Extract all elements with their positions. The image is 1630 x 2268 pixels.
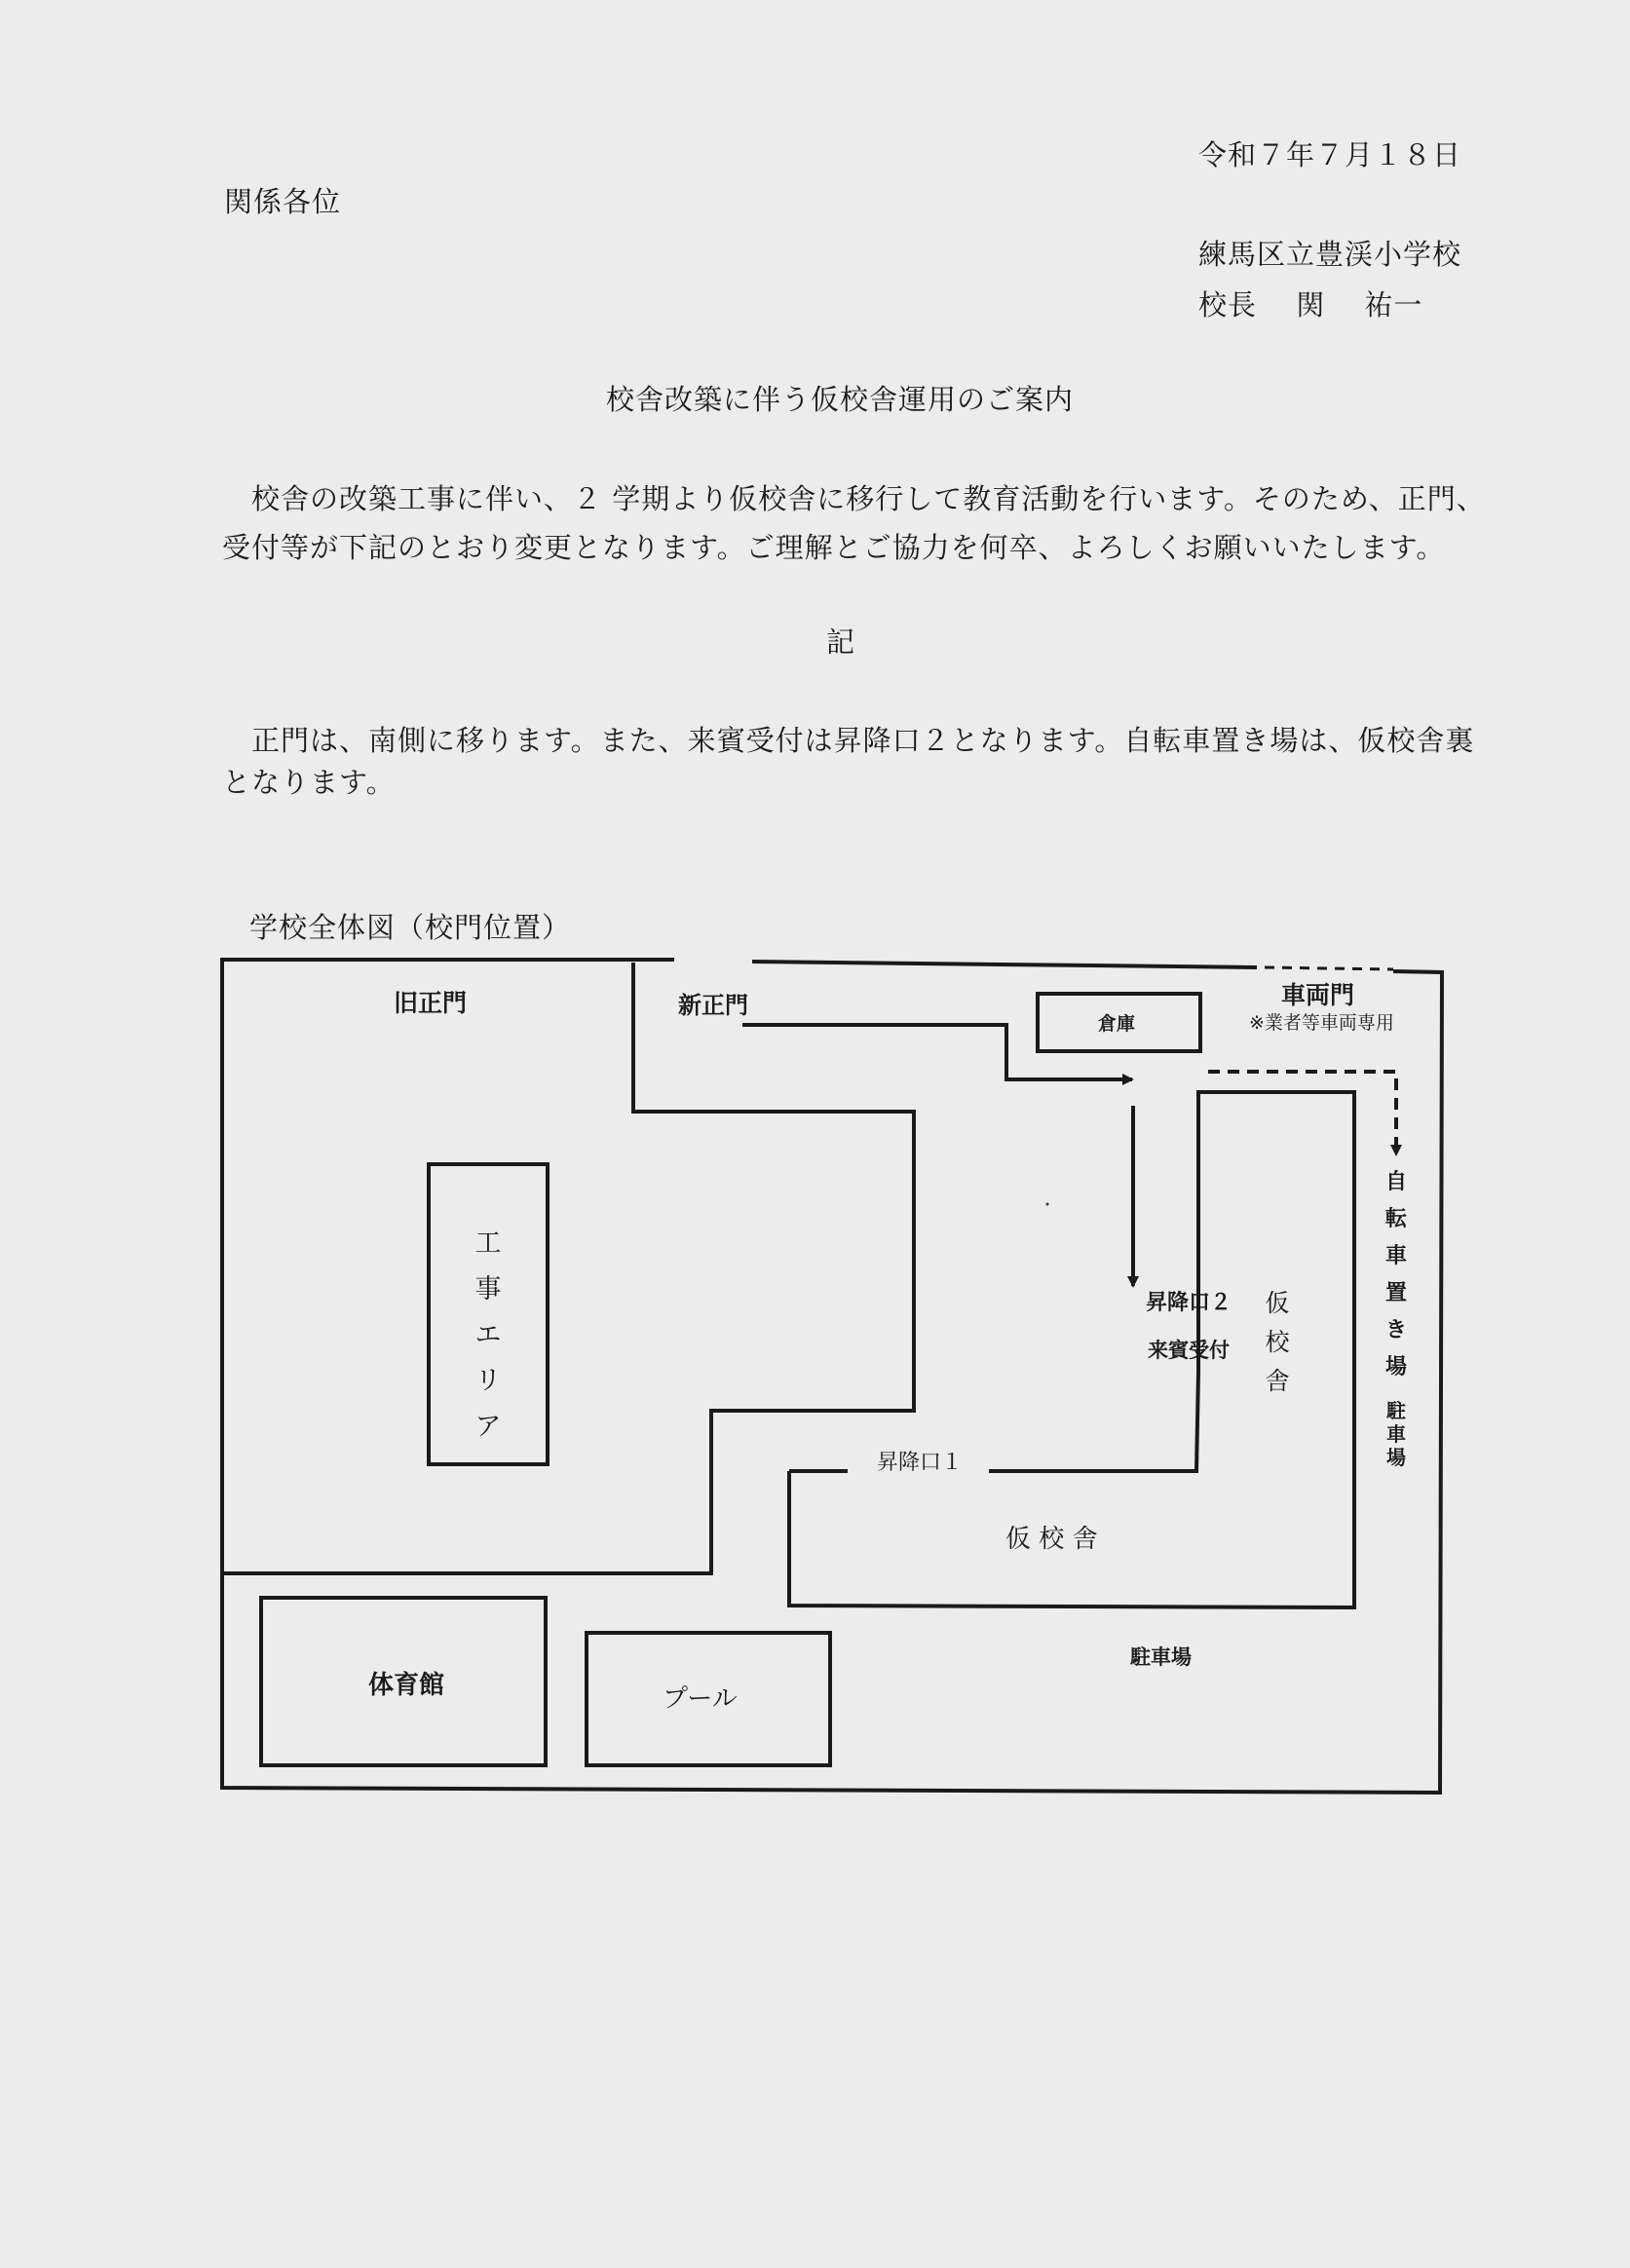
- new-gate-label: 新正門: [678, 992, 748, 1019]
- temp-building-vertical-label: 仮校舎: [1265, 1289, 1290, 1395]
- principal-name: 校長 関 祐一: [1198, 288, 1423, 321]
- school-name: 練馬区立豊渓小学校: [1198, 238, 1462, 271]
- details-line-1: 正門は、南側に移ります。また、来賓受付は昇降口２となります。自転車置き場は、仮校舎裏: [251, 724, 1475, 757]
- construction-area-boundary: [222, 963, 914, 1573]
- intro-line-1: 校舎の改築工事に伴い、２ 学期より仮校舎に移行して教育活動を行います。そのため、正門、: [251, 482, 1486, 515]
- bicycle-arrow: [1208, 1072, 1396, 1154]
- document-date: 令和７年７月１８日: [1198, 138, 1462, 171]
- map-title: 学校全体図（校門位置）: [249, 911, 572, 944]
- reception-label: 来賓受付: [1148, 1339, 1230, 1362]
- boundary-top-right: [752, 962, 1257, 967]
- parking-vertical-label: 駐車場: [1386, 1399, 1406, 1469]
- ki-heading: 記: [826, 625, 856, 659]
- entrance1-label: 昇降口１: [877, 1451, 964, 1475]
- pool-label: プール: [663, 1684, 738, 1714]
- vehicle-gate-label: 車両門: [1281, 981, 1355, 1009]
- bicycle-parking-label: 自転車置き場: [1384, 1170, 1407, 1380]
- storage-label: 倉庫: [1098, 1013, 1136, 1035]
- document-title: 校舎改築に伴う仮校舎運用のご案内: [606, 383, 1075, 416]
- parking-label: 駐車場: [1130, 1645, 1192, 1669]
- old-gate-label: 旧正門: [394, 989, 468, 1017]
- temp-building-label: 仮 校 舎: [1005, 1525, 1098, 1554]
- vehicle-gate-dash: [1265, 967, 1393, 969]
- construction-area-label: 工事エリア: [474, 1228, 502, 1442]
- details-line-2: となります。: [222, 766, 396, 799]
- intro-line-2: 受付等が下記のとおり変更となります。ご理解とご協力を何卒、よろしくお願いいたします。: [222, 531, 1446, 564]
- vehicle-gate-note: ※業者等車両専用: [1249, 1012, 1394, 1034]
- addressee: 関係各位: [224, 185, 342, 218]
- entrance2-label: 昇降口２: [1146, 1291, 1232, 1315]
- gym-label: 体育館: [368, 1671, 445, 1700]
